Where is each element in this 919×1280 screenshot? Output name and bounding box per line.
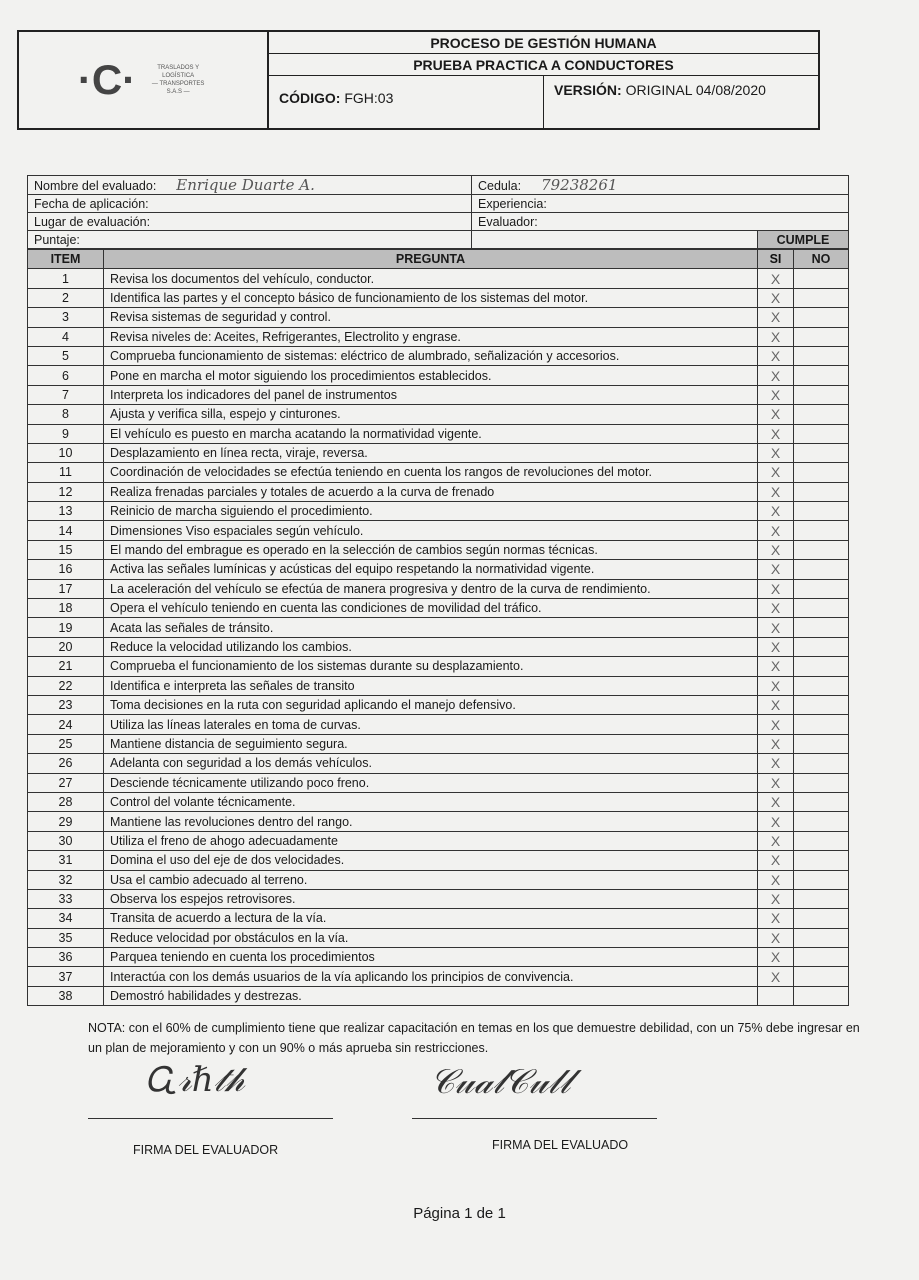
no-mark — [794, 870, 849, 889]
question: Reduce la velocidad utilizando los cambios. — [104, 637, 758, 656]
item-number: 26 — [28, 754, 104, 773]
question: Comprueba el funcionamiento de los sistemas durante su desplazamiento. — [104, 657, 758, 676]
question: Observa los espejos retrovisores. — [104, 889, 758, 908]
table-row — [28, 482, 849, 501]
name-value: Enrique Duarte A. — [176, 176, 315, 194]
no-mark — [794, 948, 849, 967]
evaluee-signature: 𝒞𝓊𝒶𝓁𝒞𝓊𝓁𝓁 — [430, 1062, 571, 1102]
no-mark — [794, 637, 849, 656]
no-mark — [794, 754, 849, 773]
si-mark: X — [758, 405, 794, 424]
si-mark — [758, 986, 794, 1005]
table-row — [28, 366, 849, 385]
item-number: 27 — [28, 773, 104, 792]
table-row — [28, 676, 849, 695]
no-mark — [794, 579, 849, 598]
item-number: 13 — [28, 502, 104, 521]
question: Reduce velocidad por obstáculos en la vía. — [104, 928, 758, 947]
item-number: 11 — [28, 463, 104, 482]
cumple-header: CUMPLE — [758, 231, 849, 249]
evaluee-signature-label: FIRMA DEL EVALUADO — [492, 1138, 629, 1152]
question: Toma decisiones en la ruta con seguridad aplicando el manejo defensivo. — [104, 695, 758, 714]
item-number: 15 — [28, 540, 104, 559]
table-row — [28, 346, 849, 365]
item-number: 31 — [28, 851, 104, 870]
question: Transita de acuerdo a lectura de la vía. — [104, 909, 758, 928]
table-row — [28, 637, 849, 656]
table-row — [28, 986, 849, 1005]
table-row — [28, 269, 849, 288]
item-number: 12 — [28, 482, 104, 501]
question: Utiliza las líneas laterales en toma de curvas. — [104, 715, 758, 734]
question: Mantiene distancia de seguimiento segura. — [104, 734, 758, 753]
item-number: 9 — [28, 424, 104, 443]
item-number: 29 — [28, 812, 104, 831]
no-mark — [794, 385, 849, 404]
item-number: 24 — [28, 715, 104, 734]
item-number: 33 — [28, 889, 104, 908]
item-number: 4 — [28, 327, 104, 346]
item-number: 5 — [28, 346, 104, 365]
no-mark — [794, 366, 849, 385]
table-row — [28, 870, 849, 889]
process-title: PROCESO DE GESTIÓN HUMANA — [269, 32, 818, 54]
item-number: 14 — [28, 521, 104, 540]
document-title: PRUEBA PRACTICA A CONDUCTORES — [269, 54, 818, 76]
table-row — [28, 948, 849, 967]
no-mark — [794, 521, 849, 540]
table-row — [28, 831, 849, 850]
no-mark — [794, 831, 849, 850]
company-logo: ·C· TRASLADOS Y LOGÍSTICA — TRANSPORTES S.A.S — — [19, 32, 269, 128]
question: Ajusta y verifica silla, espejo y cinturones. — [104, 405, 758, 424]
si-mark: X — [758, 482, 794, 501]
question: El mando del embrague es operado en la selección de cambios según normas técnicas. — [104, 540, 758, 559]
question: Revisa sistemas de seguridad y control. — [104, 308, 758, 327]
item-number: 38 — [28, 986, 104, 1005]
no-mark — [794, 308, 849, 327]
no-mark — [794, 560, 849, 579]
question: Interactúa con los demás usuarios de la vía aplicando los principios de convivencia. — [104, 967, 758, 986]
table-row — [28, 792, 849, 811]
no-mark — [794, 327, 849, 346]
table-row — [28, 618, 849, 637]
si-mark: X — [758, 443, 794, 462]
item-number: 10 — [28, 443, 104, 462]
si-mark: X — [758, 385, 794, 404]
question: Parquea teniendo en cuenta los procedimientos — [104, 948, 758, 967]
si-mark: X — [758, 773, 794, 792]
si-mark: X — [758, 715, 794, 734]
table-row — [28, 405, 849, 424]
question: Identifica las partes y el concepto básico de funcionamiento de los sistemas del motor. — [104, 288, 758, 307]
si-mark: X — [758, 792, 794, 811]
question: Desciende técnicamente utilizando poco freno. — [104, 773, 758, 792]
table-row — [28, 502, 849, 521]
si-mark: X — [758, 889, 794, 908]
item-number: 20 — [28, 637, 104, 656]
no-mark — [794, 715, 849, 734]
question: Realiza frenadas parciales y totales de acuerdo a la curva de frenado — [104, 482, 758, 501]
si-mark: X — [758, 308, 794, 327]
code: CÓDIGO: FGH:03 — [269, 76, 544, 128]
item-number: 28 — [28, 792, 104, 811]
question: Identifica e interpreta las señales de transito — [104, 676, 758, 695]
question: Domina el uso del eje de dos velocidades. — [104, 851, 758, 870]
si-mark: X — [758, 948, 794, 967]
si-mark: X — [758, 288, 794, 307]
no-mark — [794, 346, 849, 365]
table-row — [28, 560, 849, 579]
item-number: 7 — [28, 385, 104, 404]
item-number: 2 — [28, 288, 104, 307]
si-mark: X — [758, 657, 794, 676]
no-mark — [794, 618, 849, 637]
si-mark: X — [758, 851, 794, 870]
version: VERSIÓN: ORIGINAL 04/08/2020 — [554, 82, 766, 98]
item-number: 8 — [28, 405, 104, 424]
table-row — [28, 521, 849, 540]
si-mark: X — [758, 870, 794, 889]
item-number: 37 — [28, 967, 104, 986]
table-row — [28, 928, 849, 947]
item-number: 21 — [28, 657, 104, 676]
si-mark: X — [758, 754, 794, 773]
evaluator-signature: Ꮹ𝓇ℏ𝓉𝒽 — [145, 1060, 245, 1100]
si-mark: X — [758, 327, 794, 346]
item-number: 1 — [28, 269, 104, 288]
si-mark: X — [758, 831, 794, 850]
question: Control del volante técnicamente. — [104, 792, 758, 811]
no-mark — [794, 482, 849, 501]
no-mark — [794, 443, 849, 462]
evaluator-signature-label: FIRMA DEL EVALUADOR — [133, 1143, 279, 1157]
si-mark: X — [758, 269, 794, 288]
si-mark: X — [758, 463, 794, 482]
note: NOTA: con el 60% de cumplimiento tiene que realizar capacitación en temas en los que demuestre debilidad, con un 75% debe ingresar en un plan de mejoramiento y con un 90% o más aprueba sin restricciones. — [88, 1021, 860, 1055]
no-mark — [794, 599, 849, 618]
no-mark — [794, 986, 849, 1005]
si-mark: X — [758, 346, 794, 365]
no-mark — [794, 909, 849, 928]
item-number: 32 — [28, 870, 104, 889]
si-mark: X — [758, 521, 794, 540]
si-mark: X — [758, 676, 794, 695]
question: La aceleración del vehículo se efectúa de manera progresiva y dentro de la curva de rendimiento. — [104, 579, 758, 598]
question: Usa el cambio adecuado al terreno. — [104, 870, 758, 889]
table-row — [28, 773, 849, 792]
si-mark: X — [758, 812, 794, 831]
item-number: 25 — [28, 734, 104, 753]
table-row — [28, 327, 849, 346]
item-number: 19 — [28, 618, 104, 637]
no-mark — [794, 889, 849, 908]
no-mark — [794, 676, 849, 695]
no-mark — [794, 502, 849, 521]
item-number: 30 — [28, 831, 104, 850]
si-mark: X — [758, 909, 794, 928]
no-mark — [794, 463, 849, 482]
table-row — [28, 889, 849, 908]
table-row — [28, 463, 849, 482]
item-number: 34 — [28, 909, 104, 928]
question: El vehículo es puesto en marcha acatando la normatividad vigente. — [104, 424, 758, 443]
question: Opera el vehículo teniendo en cuenta las condiciones de movilidad del tráfico. — [104, 599, 758, 618]
no-mark — [794, 695, 849, 714]
question: Utiliza el freno de ahogo adecuadamente — [104, 831, 758, 850]
si-mark: X — [758, 637, 794, 656]
item-number: 3 — [28, 308, 104, 327]
table-row — [28, 715, 849, 734]
page-number: Página 1 de 1 — [413, 1205, 506, 1222]
si-mark: X — [758, 424, 794, 443]
no-mark — [794, 657, 849, 676]
question: Pone en marcha el motor siguiendo los procedimientos establecidos. — [104, 366, 758, 385]
item-number: 16 — [28, 560, 104, 579]
table-row — [28, 540, 849, 559]
no-mark — [794, 269, 849, 288]
si-mark: X — [758, 695, 794, 714]
table-row — [28, 599, 849, 618]
table-row — [28, 734, 849, 753]
question: Reinicio de marcha siguiendo el procedimiento. — [104, 502, 758, 521]
table-row — [28, 424, 849, 443]
no-mark — [794, 424, 849, 443]
no-mark — [794, 851, 849, 870]
item-number: 35 — [28, 928, 104, 947]
evaluee-info: Nombre del evaluado: Enrique Duarte A. Cedula: 79238261 Fecha de aplicación: Experiencia: Lugar de evaluación: Evaluador: Puntaje: CUMPLE — [27, 175, 849, 249]
no-mark — [794, 928, 849, 947]
si-mark: X — [758, 967, 794, 986]
table-row — [28, 754, 849, 773]
no-mark — [794, 405, 849, 424]
item-number: 17 — [28, 579, 104, 598]
si-mark: X — [758, 540, 794, 559]
si-mark: X — [758, 560, 794, 579]
item-number: 36 — [28, 948, 104, 967]
no-mark — [794, 792, 849, 811]
no-mark — [794, 540, 849, 559]
table-row — [28, 967, 849, 986]
question: Mantiene las revoluciones dentro del rango. — [104, 812, 758, 831]
cedula-value: 79238261 — [541, 176, 618, 194]
table-row — [28, 308, 849, 327]
item-number: 6 — [28, 366, 104, 385]
si-mark: X — [758, 579, 794, 598]
no-mark — [794, 734, 849, 753]
no-mark — [794, 288, 849, 307]
no-mark — [794, 812, 849, 831]
question: Dimensiones Viso espaciales según vehículo. — [104, 521, 758, 540]
si-mark: X — [758, 734, 794, 753]
table-row — [28, 657, 849, 676]
si-mark: X — [758, 502, 794, 521]
question: Interpreta los indicadores del panel de instrumentos — [104, 385, 758, 404]
table-row — [28, 812, 849, 831]
table-row — [28, 579, 849, 598]
item-number: 18 — [28, 599, 104, 618]
si-mark: X — [758, 618, 794, 637]
question: Acata las señales de tránsito. — [104, 618, 758, 637]
question: Revisa los documentos del vehículo, conductor. — [104, 269, 758, 288]
item-number: 23 — [28, 695, 104, 714]
item-number: 22 — [28, 676, 104, 695]
question: Demostró habilidades y destrezas. — [104, 986, 758, 1005]
si-mark: X — [758, 928, 794, 947]
question: Desplazamiento en línea recta, viraje, reversa. — [104, 443, 758, 462]
question: Adelanta con seguridad a los demás vehículos. — [104, 754, 758, 773]
table-row — [28, 443, 849, 462]
question: Comprueba funcionamiento de sistemas: eléctrico de alumbrado, señalización y accesorios. — [104, 346, 758, 365]
table-row — [28, 695, 849, 714]
no-mark — [794, 967, 849, 986]
table-row — [28, 909, 849, 928]
question: Coordinación de velocidades se efectúa teniendo en cuenta los rangos de revoluciones del motor. — [104, 463, 758, 482]
document-header — [17, 30, 820, 130]
question: Revisa niveles de: Aceites, Refrigerantes, Electrolito y engrase. — [104, 327, 758, 346]
table-row — [28, 385, 849, 404]
table-row — [28, 288, 849, 307]
si-mark: X — [758, 599, 794, 618]
no-mark — [794, 773, 849, 792]
table-row — [28, 851, 849, 870]
question: Activa las señales lumínicas y acústicas del equipo respetando la normatividad vigente. — [104, 560, 758, 579]
questions-table: ITEM PREGUNTA SI NO 1 Revisa los documentos del vehículo, conductor. X 2 Identifica las partes y el concepto básico de funcionamiento de los sistemas del motor. X 3 Revisa sistemas de seguridad y control. X 4 Revisa niveles de: Aceites, Refrigerantes, Electrolito y engrase. X 5 Comprueba funcionamiento de sistemas: eléctrico de alumbrado, señalización y accesorios. X 6 Pone en marcha el motor siguiendo los procedimientos establecidos. X 7 Interpreta los indicadores del panel de instrumentos X 8 Ajusta y verifica silla, espejo y cinturones. X 9 El vehículo es puesto en marcha acatando la normatividad vigente. X 10 Desplazamiento en línea recta, viraje, reversa. X 11 Coordinación de velocidades se efectúa teniendo en cuenta los rangos de revoluciones del motor. X 12 Realiza frenadas parciales y totales de acuerdo a la curva de frenado X 13 Reinicio de marcha siguiendo el procedimiento. X 14 Dimensiones Viso espaciales según vehículo. X 15 El mando del embrague es operado en la selección de cambios según normas técnicas. X 16 Activa las señales lumínicas y acústicas del equipo respetando la normatividad vigente. X 17 La aceleración del vehículo se efectúa de manera progresiva y dentro de la curva de rendimiento. X 18 Opera el vehículo teniendo en cuenta las condiciones de movilidad del tráfico. X 19 Acata las señales de tránsito. X 20 Reduce la velocidad utilizando los cambios. X 21 Comprueba el funcionamiento de los sistemas durante su desplazamiento. X 22 Identifica e interpreta las señales de transito X 23 Toma decisiones en la ruta con seguridad aplicando el manejo defensivo. X 24 Utiliza las líneas laterales en toma de curvas. X 25 Mantiene distancia de seguimiento segura. X 26 Adelanta con seguridad a los demás vehículos. X 27 Desciende técnicamente utilizando poco freno. X 28 Control del volante técnicamente. X 29 Mantiene las revoluciones dentro del rango. X 30 Utiliza el freno de ahogo adecuadamente X 31 Domina el uso del eje de dos velocidades. X 32 Usa el cambio adecuado al terreno. X 33 Observa los espejos retrovisores. X 34 Transita de acuerdo a lectura de la vía. X 35 Reduce velocidad por obstáculos en la vía. X 36 Parquea teniendo en cuenta los procedimientos X 37 Interactúa con los demás usuarios de la vía aplicando los principios de convivencia. X 38 Demostró habilidades y destrezas. — [27, 249, 849, 1006]
si-mark: X — [758, 366, 794, 385]
